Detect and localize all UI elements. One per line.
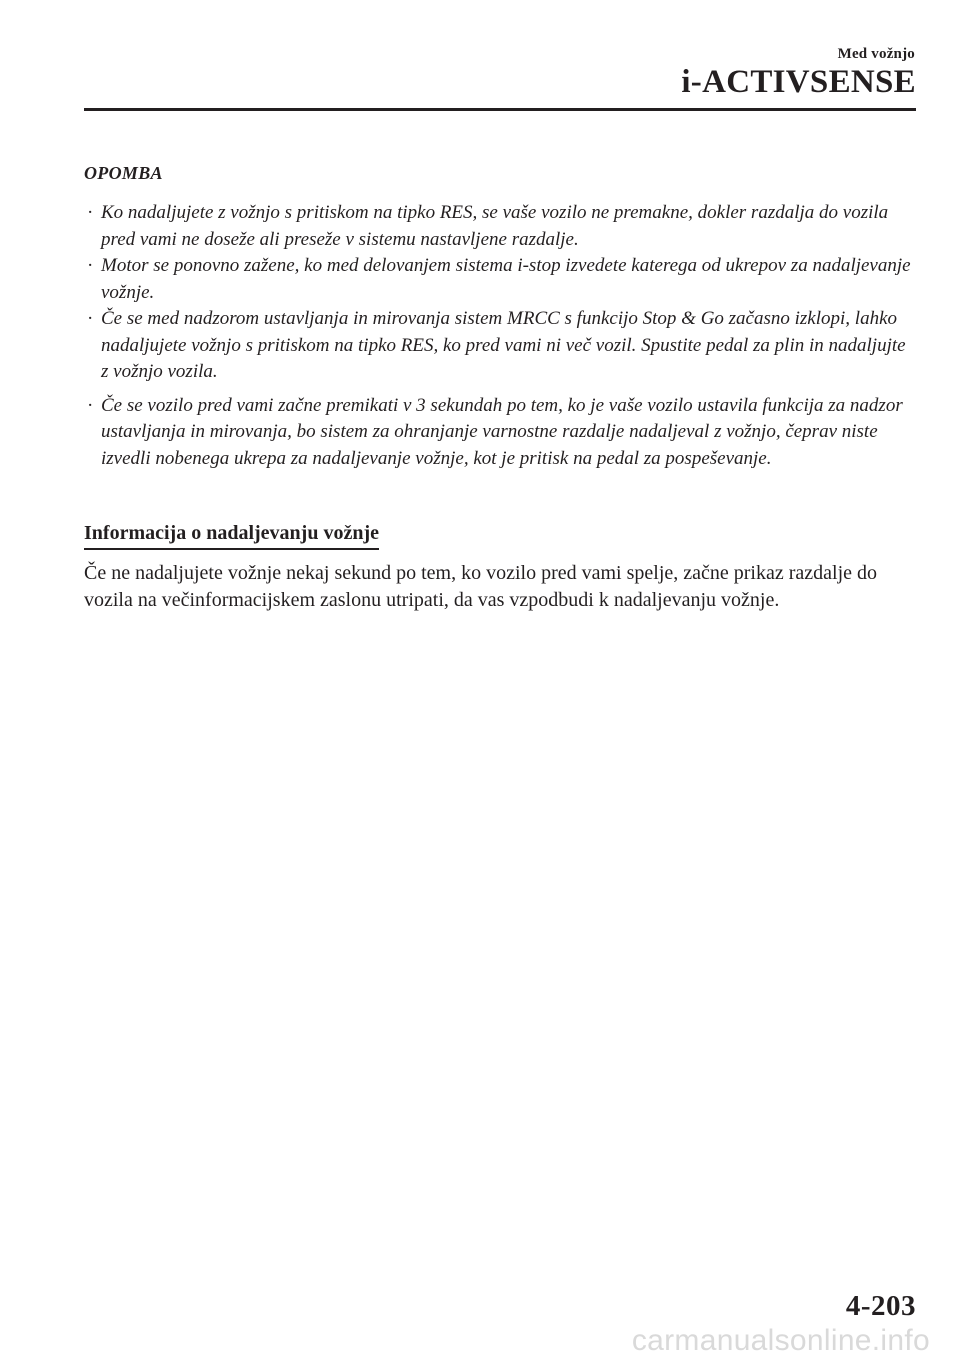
note-heading: OPOMBA — [84, 163, 163, 183]
note-item-text: Če se vozilo pred vami začne premikati v 3 sekundah po tem, ko je vaše vozilo ustavila funkcija za nadzor ustavljanja in mirovanja, bo sistem za ohranjanje varnostne razdalje nadaljeval z vožnjo, čeprav niste izvedli nobenega ukrepa za nadaljevanje vožnje, kot je pritisk na pedal za pospeševanje. — [101, 394, 903, 469]
note-item-text: Motor se ponovno zažene, ko med delovanjem sistema i-stop izvedete katerega od ukrepov za nadaljevanje vožnje. — [101, 255, 911, 303]
header-divider — [84, 108, 916, 111]
note-item — [84, 200, 916, 253]
note-item — [84, 393, 916, 473]
bullet-icon: · — [87, 255, 94, 276]
note-item-text: Ko nadaljujete z vožnjo s pritiskom na tipko RES, se vaše vozilo ne premakne, dokler razdalja do vozila pred vami ne doseže ali preseže v sistemu nastavljene razdalje. — [101, 202, 889, 250]
page-title: i-ACTIVSENSE — [681, 64, 916, 100]
note-item — [84, 253, 916, 306]
bullet-icon: · — [87, 202, 94, 223]
section-body-text: Če ne nadaljujete vožnje nekaj sekund po tem, ko vozilo pred vami spelje, začne prikaz razdalje do vozila na večinformacijskem zaslonu utripati, da vas vzpodbudi k nadaljevanju vožnje. — [84, 562, 878, 611]
header-section-label: Med vožnjo — [837, 46, 915, 62]
page-number: 4-203 — [845, 1290, 916, 1322]
note-item-text: Če se med nadzorom ustavljanja in mirovanja sistem MRCC s funkcijo Stop & Go začasno izklopi, lahko nadaljujete vožnjo s pritiskom na tipko RES, ko pred vami ni več vozil. Spustite pedal za plin in nadaljujte z vožnjo vozila. — [101, 308, 906, 382]
note-item — [84, 306, 916, 386]
bullet-icon: · — [87, 394, 94, 416]
section-heading: Informacija o nadaljevanju vožnje — [84, 520, 379, 550]
bullet-icon: · — [87, 308, 94, 329]
note-list — [84, 200, 916, 472]
watermark-text: carmanualsonline.info — [631, 1324, 930, 1357]
